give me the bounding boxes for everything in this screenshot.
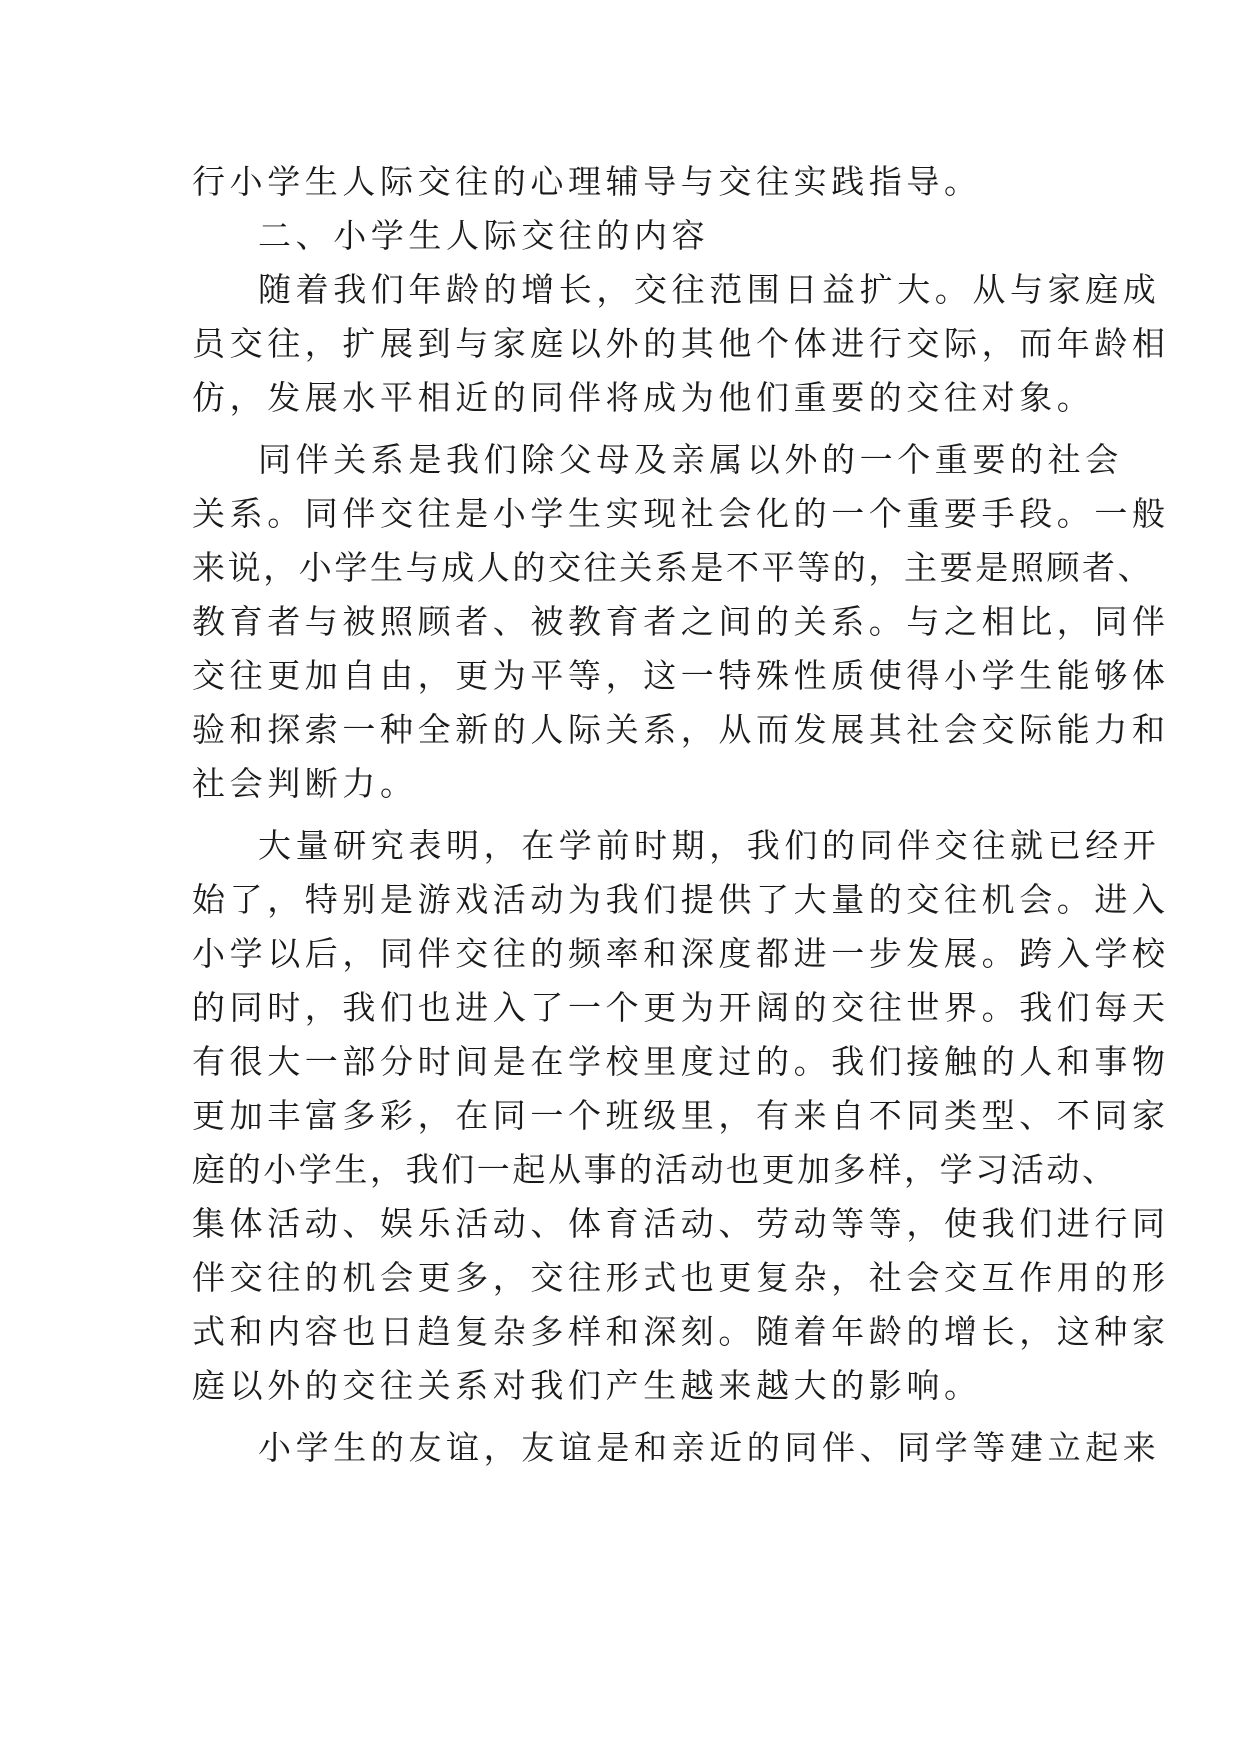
paragraph-line: 小学以后，同伴交往的频率和深度都进一步发展。跨入学校 bbox=[192, 934, 1170, 973]
paragraph-line: 教育者与被照顾者、被教育者之间的关系。与之相比，同伴 bbox=[192, 602, 1170, 641]
paragraph-line: 始了，特别是游戏活动为我们提供了大量的交往机会。进入 bbox=[192, 880, 1170, 919]
paragraph-line: 仿，发展水平相近的同伴将成为他们重要的交往对象。 bbox=[192, 378, 1095, 417]
paragraph-line: 小学生的友谊，友谊是和亲近的同伴、同学等建立起来 bbox=[258, 1428, 1161, 1467]
text-line: 行小学生人际交往的心理辅导与交往实践指导。 bbox=[192, 162, 982, 201]
section-heading: 二、小学生人际交往的内容 bbox=[258, 216, 710, 255]
paragraph-line: 交往更加自由，更为平等，这一特殊性质使得小学生能够体 bbox=[192, 656, 1170, 695]
paragraph-line: 庭以外的交往关系对我们产生越来越大的影响。 bbox=[192, 1366, 982, 1405]
paragraph-line: 社会判断力。 bbox=[192, 764, 418, 803]
paragraph-line: 集体活动、娱乐活动、体育活动、劳动等等，使我们进行同 bbox=[192, 1204, 1170, 1243]
paragraph-line: 伴交往的机会更多，交往形式也更复杂，社会交互作用的形 bbox=[192, 1258, 1170, 1297]
paragraph-line: 庭的小学生，我们一起从事的活动也更加多样，学习活动、 bbox=[192, 1150, 1118, 1189]
paragraph-line: 式和内容也日趋复杂多样和深刻。随着年龄的增长，这种家 bbox=[192, 1312, 1170, 1351]
paragraph-line: 员交往，扩展到与家庭以外的其他个体进行交际，而年龄相 bbox=[192, 324, 1170, 363]
paragraph-line: 有很大一部分时间是在学校里度过的。我们接触的人和事物 bbox=[192, 1042, 1170, 1081]
paragraph-line: 随着我们年龄的增长，交往范围日益扩大。从与家庭成 bbox=[258, 270, 1161, 309]
paragraph-line: 同伴关系是我们除父母及亲属以外的一个重要的社会 bbox=[258, 440, 1123, 479]
paragraph-line: 验和探索一种全新的人际关系，从而发展其社会交际能力和 bbox=[192, 710, 1170, 749]
paragraph-line: 来说，小学生与成人的交往关系是不平等的，主要是照顾者、 bbox=[192, 548, 1154, 587]
paragraph-line: 更加丰富多彩，在同一个班级里，有来自不同类型、不同家 bbox=[192, 1096, 1170, 1135]
paragraph-line: 的同时，我们也进入了一个更为开阔的交往世界。我们每天 bbox=[192, 988, 1170, 1027]
paragraph-line: 关系。同伴交往是小学生实现社会化的一个重要手段。一般 bbox=[192, 494, 1170, 533]
paragraph-line: 大量研究表明，在学前时期，我们的同伴交往就已经开 bbox=[258, 826, 1161, 865]
